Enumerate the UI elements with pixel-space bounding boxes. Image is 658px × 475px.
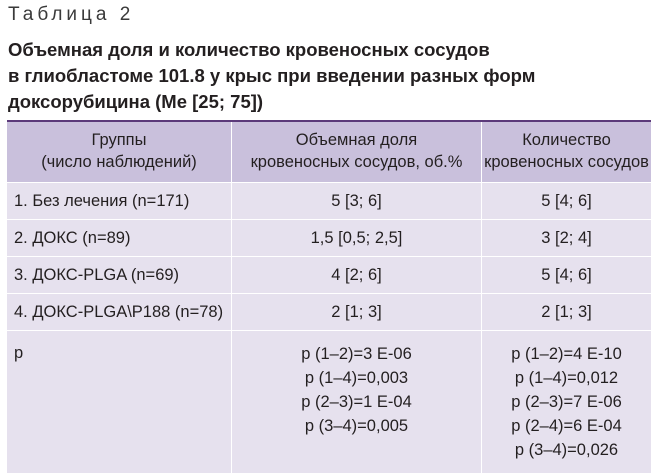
p-value: p (2–4)=6 E-04 [511, 417, 622, 435]
cell-count: 3 [2; 4] [541, 229, 592, 247]
cell-count: 2 [1; 3] [541, 303, 592, 321]
p-value: p (2–3)=7 E-06 [511, 393, 622, 411]
header-row [7, 122, 651, 183]
table-title-line: доксорубицина (Ме [25; 75]) [8, 91, 264, 112]
p-value: p (1–2)=3 E-06 [301, 345, 412, 363]
cell-volume: 4 [2; 6] [232, 257, 482, 293]
table-row [7, 183, 651, 220]
table-title-line: Объемная доля и количество кровеносных сосудов [8, 39, 490, 60]
cell-group: 3. ДОКС-PLGA (n=69) [7, 257, 232, 293]
cell-volume: 2 [1; 3] [232, 294, 482, 330]
p-value: p (1–2)=4 E-10 [511, 345, 622, 363]
table-row [7, 257, 651, 294]
table-row [7, 294, 651, 331]
cell-count: 5 [4; 6] [541, 266, 592, 284]
p-value-row [7, 331, 651, 474]
cell-group: 1. Без лечения (n=171) [7, 183, 232, 219]
cell-count: 5 [4; 6] [541, 192, 592, 210]
table-title [8, 37, 648, 115]
p-value: p (3–4)=0,005 [304, 417, 409, 435]
data-table [7, 120, 651, 474]
cell-volume: 1,5 [0,5; 2,5] [232, 220, 482, 256]
p-label: p [7, 331, 232, 473]
table-label: Таблица 2 [8, 4, 135, 25]
cell-group: 4. ДОКС-PLGA\P188 (n=78) [7, 294, 232, 330]
p-value: p (2–3)=1 E-04 [301, 393, 412, 411]
header-count: Количество кровеносных сосудов [484, 131, 649, 171]
cell-volume: 5 [3; 6] [232, 183, 482, 219]
table-title-line: в глиобластоме 101.8 у крыс при введении разных форм [8, 65, 536, 86]
p-values-volume [232, 331, 482, 473]
p-value: p (3–4)=0,026 [514, 441, 619, 459]
cell-group: 2. ДОКС (n=89) [7, 220, 232, 256]
header-volume: Объемная доля кровеносных сосудов, об.% [232, 122, 482, 182]
p-value: p (1–4)=0,012 [514, 369, 619, 387]
p-values-count [482, 331, 651, 473]
header-groups: Группы (число наблюдений) [7, 122, 232, 182]
p-value: p (1–4)=0,003 [304, 369, 409, 387]
table-row [7, 220, 651, 257]
